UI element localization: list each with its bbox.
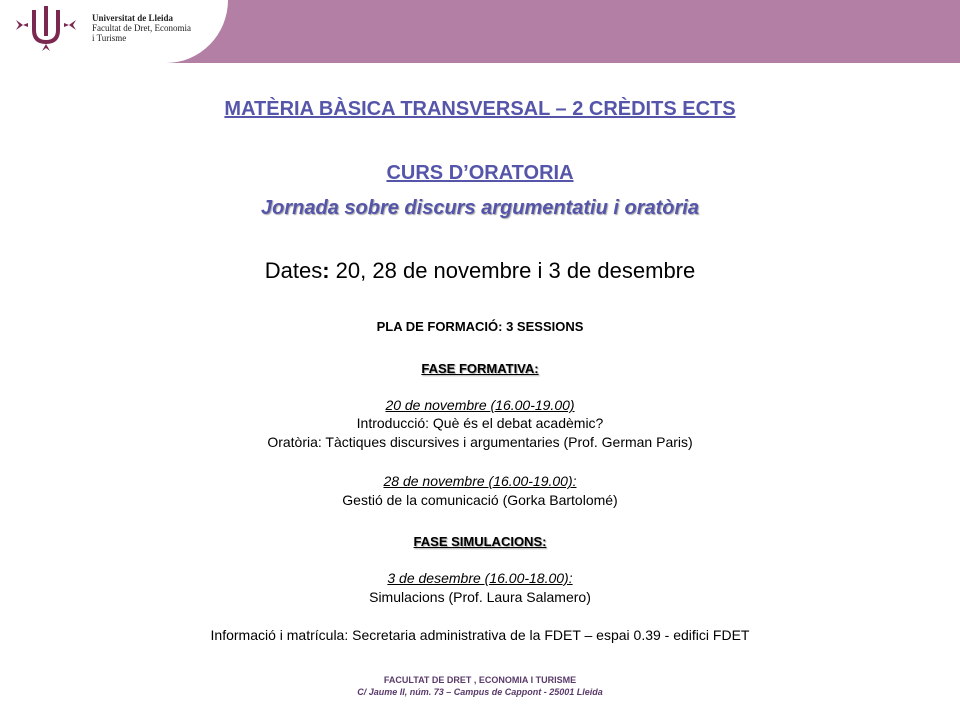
session-2-date: 28 de novembre (16.00-19.00):	[383, 473, 577, 489]
phase-formative-heading: FASE FORMATIVA:	[421, 361, 539, 376]
session-1-line-2: Oratòria: Tàctiques discursives i argumentaries (Prof. German Paris)	[267, 434, 693, 450]
logo-line-faculty: Facultat de Dret, Economia	[92, 23, 191, 33]
footer-faculty: FACULTAT DE DRET , ECONOMIA I TURISME	[383, 675, 577, 685]
session-3-date: 3 de desembre (16.00-18.00):	[387, 570, 573, 586]
session-1-date: 20 de novembre (16.00-19.00)	[385, 397, 575, 413]
logo-line-university: Universitat de Lleida	[92, 13, 173, 23]
session-1-line-1: Introducció: Què és el debat acadèmic?	[356, 415, 604, 431]
phase-simulations-heading: FASE SIMULACIONS:	[413, 534, 547, 549]
logo-panel	[0, 0, 228, 63]
university-emblem-icon	[14, 4, 78, 52]
session-2-line-1: Gestió de la comunicació (Gorka Bartolomé)	[342, 492, 618, 508]
dates-line	[0, 257, 960, 285]
course-title: CURS D’ORATORIA	[386, 162, 574, 184]
training-plan-heading: PLA DE FORMACIÓ: 3 SESSIONS	[376, 319, 584, 334]
logo-line-faculty-cont: i Turisme	[92, 33, 127, 43]
dates-colon: :	[322, 258, 330, 283]
course-subtitle: Jornada sobre discurs argumentatiu i oratòria	[261, 197, 699, 219]
session-3-line-1: Simulacions (Prof. Laura Salamero)	[369, 589, 591, 605]
enrollment-info: Informació i matrícula: Secretaria administrativa de la FDET – espai 0.39 - edifici FDET	[210, 627, 750, 643]
footer-address: C/ Jaume II, núm. 73 – Campus de Cappont - 25001 Lleida	[357, 687, 603, 697]
dates-label: Dates	[264, 258, 323, 283]
page-title: MATÈRIA BÀSICA TRANSVERSAL – 2 CRÈDITS ECTS	[224, 98, 736, 120]
dates-value: 20, 28 de novembre i 3 de desembre	[329, 258, 696, 283]
logo-text	[92, 13, 191, 43]
